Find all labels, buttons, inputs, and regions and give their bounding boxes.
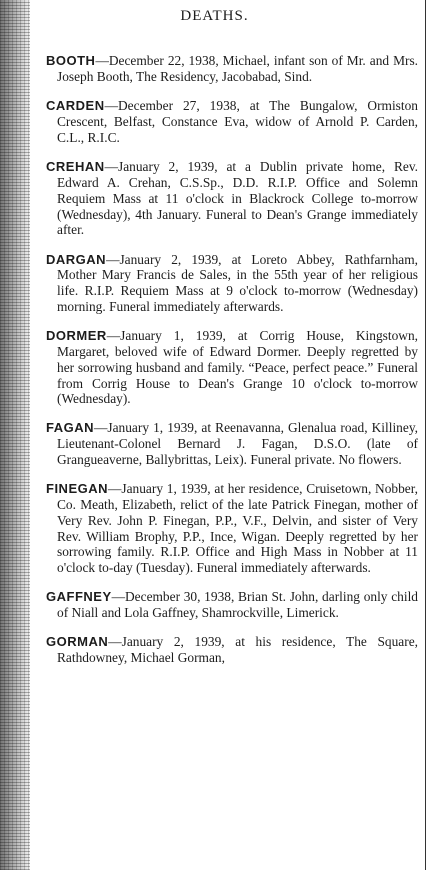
notice-surname: DORMER [46, 328, 107, 344]
death-notice-dargan [46, 252, 418, 315]
notice-text: —December 27, 1938, at The Bungalow, Ormiston Crescent, Belfast, Constance Eva, widow of Arnold P. Carden, C.L., R.I.C. [57, 98, 418, 145]
notice-text: —January 2, 1939, at his residence, The Square, Rathdowney, Michael Gorman, [57, 634, 418, 666]
section-heading: DEATHS. [180, 8, 249, 24]
notice-surname: GAFFNEY [46, 589, 112, 605]
death-notice-booth [46, 53, 418, 85]
notice-surname: CARDEN [46, 98, 105, 114]
notice-surname: DARGAN [46, 251, 107, 267]
notice-text: —January 1, 1939, at her residence, Cruisetown, Nobber, Co. Meath, Elizabeth, relict of the late Patrick Finegan, mother of Very Rev. John P. Finegan, P.P., V.F., Delvin, and sister of Very Rev. William Brophy, P.P., Ince, Wigan. Deeply regretted by her sorrowing family. R.I.P. Office and High Mass in Nobber at 11 o'clock to-day (Tuesday). Funeral immediately afterwards. [57, 481, 418, 576]
notice-surname: BOOTH [46, 53, 96, 69]
notice-text: —December 30, 1938, Brian St. John, darling only child of Niall and Lola Gaffney, Shamrockville, Limerick. [57, 589, 418, 621]
death-notice-gorman [46, 634, 418, 666]
death-notice-fagan [46, 420, 418, 467]
notice-text: —December 22, 1938, Michael, infant son of Mr. and Mrs. Joseph Booth, The Residency, Jacobabad, Sind. [57, 53, 418, 85]
torn-edge-shadow [0, 0, 30, 870]
notice-text: —January 1, 1939, at Reenavanna, Glenalua road, Killiney, Lieutenant-Colonel Bernard J. Fagan, D.S.O. (late of Grangueaverne, Ballybrittas, Leix). Funeral private. No flowers. [57, 420, 418, 468]
death-notice-gaffney [46, 589, 418, 621]
column-rule [425, 0, 426, 870]
notice-text: —January 2, 1939, at Loreto Abbey, Rathfarnham, Mother Mary Francis de Sales, in the 55th year of her religious life. R.I.P. Requiem Mass at 9 o'clock to-morrow (Wednesday) morning. Funeral immediately afterwards. [57, 251, 418, 314]
notice-surname: CREHAN [46, 159, 105, 175]
notice-surname: FAGAN [46, 420, 94, 436]
notice-surname: FINEGAN [46, 481, 108, 497]
notice-surname: GORMAN [46, 634, 109, 650]
death-notices-list [46, 40, 418, 670]
notice-text: —January 2, 1939, at a Dublin private home, Rev. Edward A. Crehan, C.S.Sp., D.D. R.I.P. Office and Solemn Requiem Mass at 11 o'clock in Blackrock College to-morrow (Wednesday), 4th January. Funeral to Dean's Grange immediately after. [57, 159, 418, 238]
death-notice-finegan [46, 481, 418, 576]
death-notice-dormer [46, 328, 418, 407]
death-notice-crehan [46, 159, 418, 238]
death-notice-carden [46, 98, 418, 145]
notice-text: —January 1, 1939, at Corrig House, Kingstown, Margaret, beloved wife of Edward Dormer. Deeply regretted by her sorrowing husband and family. “Peace, perfect peace.” Funeral from Corrig House to Dean's Grange 10 o'clock to-morrow (Wednesday). [57, 328, 418, 407]
